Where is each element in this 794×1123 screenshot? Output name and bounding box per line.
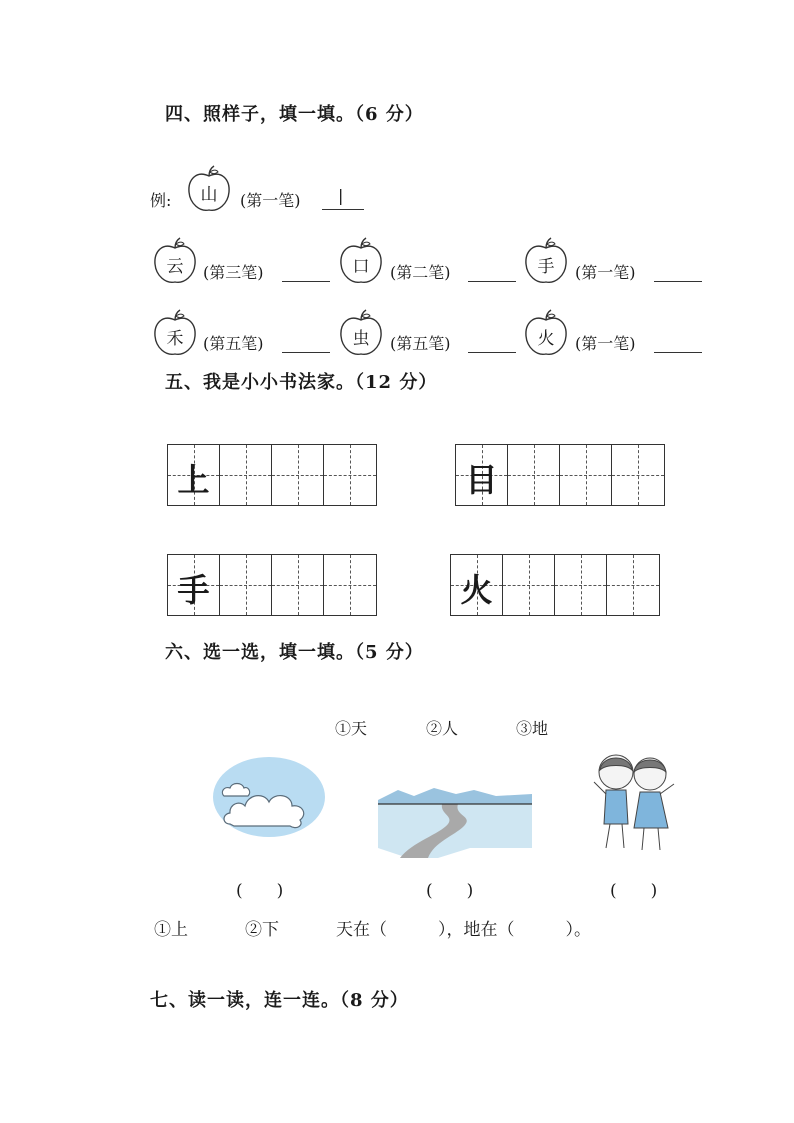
- section7-title: 七、读一读，连一连。（8 分）: [150, 990, 409, 1011]
- grid-cell[interactable]: [324, 555, 376, 615]
- stroke-label: (第一笔): [575, 334, 636, 353]
- apple-char: 山: [200, 185, 218, 205]
- apple-example: [186, 164, 232, 214]
- grid-cell[interactable]: [272, 445, 324, 505]
- children-picture: [592, 748, 676, 858]
- grid-cell[interactable]: [456, 445, 508, 505]
- fill-sentence: 天在（ ），地在（ ）。: [336, 920, 591, 940]
- answer-blank[interactable]: [468, 352, 516, 353]
- option-up: ①上: [154, 920, 188, 940]
- grid-cell[interactable]: [503, 555, 555, 615]
- grid-cell[interactable]: [220, 555, 272, 615]
- example-label: 例:: [150, 191, 172, 210]
- model-char: 目: [465, 461, 498, 499]
- apple-item: [338, 308, 384, 358]
- option-person: ②人: [426, 719, 459, 738]
- apple-item: [152, 308, 198, 358]
- writing-grid[interactable]: [167, 444, 377, 506]
- section4-title: 四、照样子，填一填。（6 分）: [165, 104, 424, 125]
- stroke-label: (第一笔): [240, 191, 301, 210]
- stroke-label: (第五笔): [203, 334, 264, 353]
- sky-cloud-picture: [212, 756, 326, 838]
- writing-grid[interactable]: [167, 554, 377, 616]
- stroke-label: (第三笔): [203, 263, 264, 282]
- grid-cell[interactable]: [220, 445, 272, 505]
- apple-char: 云: [166, 257, 184, 277]
- writing-grid[interactable]: [450, 554, 660, 616]
- apple-item: [523, 308, 569, 358]
- grid-cell[interactable]: [607, 555, 659, 615]
- grid-cell[interactable]: [168, 555, 220, 615]
- example-answer: |: [338, 186, 344, 205]
- apple-char: 禾: [166, 329, 184, 349]
- apple-char: 火: [537, 329, 555, 349]
- grid-cell[interactable]: [272, 555, 324, 615]
- land-road-picture: [378, 786, 532, 858]
- apple-char: 虫: [352, 329, 370, 349]
- option-sky: ①天: [335, 719, 368, 738]
- grid-cell[interactable]: [451, 555, 503, 615]
- writing-grid[interactable]: [455, 444, 665, 506]
- apple-item: [338, 236, 384, 286]
- stroke-label: (第五笔): [390, 334, 451, 353]
- stroke-label: (第二笔): [390, 263, 451, 282]
- grid-cell[interactable]: [560, 445, 612, 505]
- answer-paren-sky[interactable]: ( ): [236, 881, 284, 901]
- grid-cell[interactable]: [555, 555, 607, 615]
- model-char: 火: [460, 571, 493, 609]
- option-earth: ③地: [516, 719, 549, 738]
- grid-cell[interactable]: [612, 445, 664, 505]
- section5-title: 五、我是小小书法家。（12 分）: [165, 372, 438, 393]
- model-char: 手: [177, 571, 210, 609]
- answer-blank[interactable]: [654, 281, 702, 282]
- model-char: 上: [177, 461, 210, 499]
- answer-blank[interactable]: [654, 352, 702, 353]
- grid-cell[interactable]: [508, 445, 560, 505]
- stroke-label: (第一笔): [575, 263, 636, 282]
- answer-blank[interactable]: [282, 352, 330, 353]
- answer-paren-people[interactable]: ( ): [610, 881, 658, 901]
- grid-cell[interactable]: [324, 445, 376, 505]
- apple-item: [152, 236, 198, 286]
- answer-blank[interactable]: [322, 209, 364, 210]
- apple-item: [523, 236, 569, 286]
- answer-paren-land[interactable]: ( ): [426, 881, 474, 901]
- answer-blank[interactable]: [282, 281, 330, 282]
- grid-cell[interactable]: [168, 445, 220, 505]
- section6-title: 六、选一选，填一填。（5 分）: [165, 642, 424, 663]
- answer-blank[interactable]: [468, 281, 516, 282]
- option-down: ②下: [245, 920, 279, 940]
- apple-char: 手: [537, 257, 555, 277]
- apple-char: 口: [352, 257, 370, 277]
